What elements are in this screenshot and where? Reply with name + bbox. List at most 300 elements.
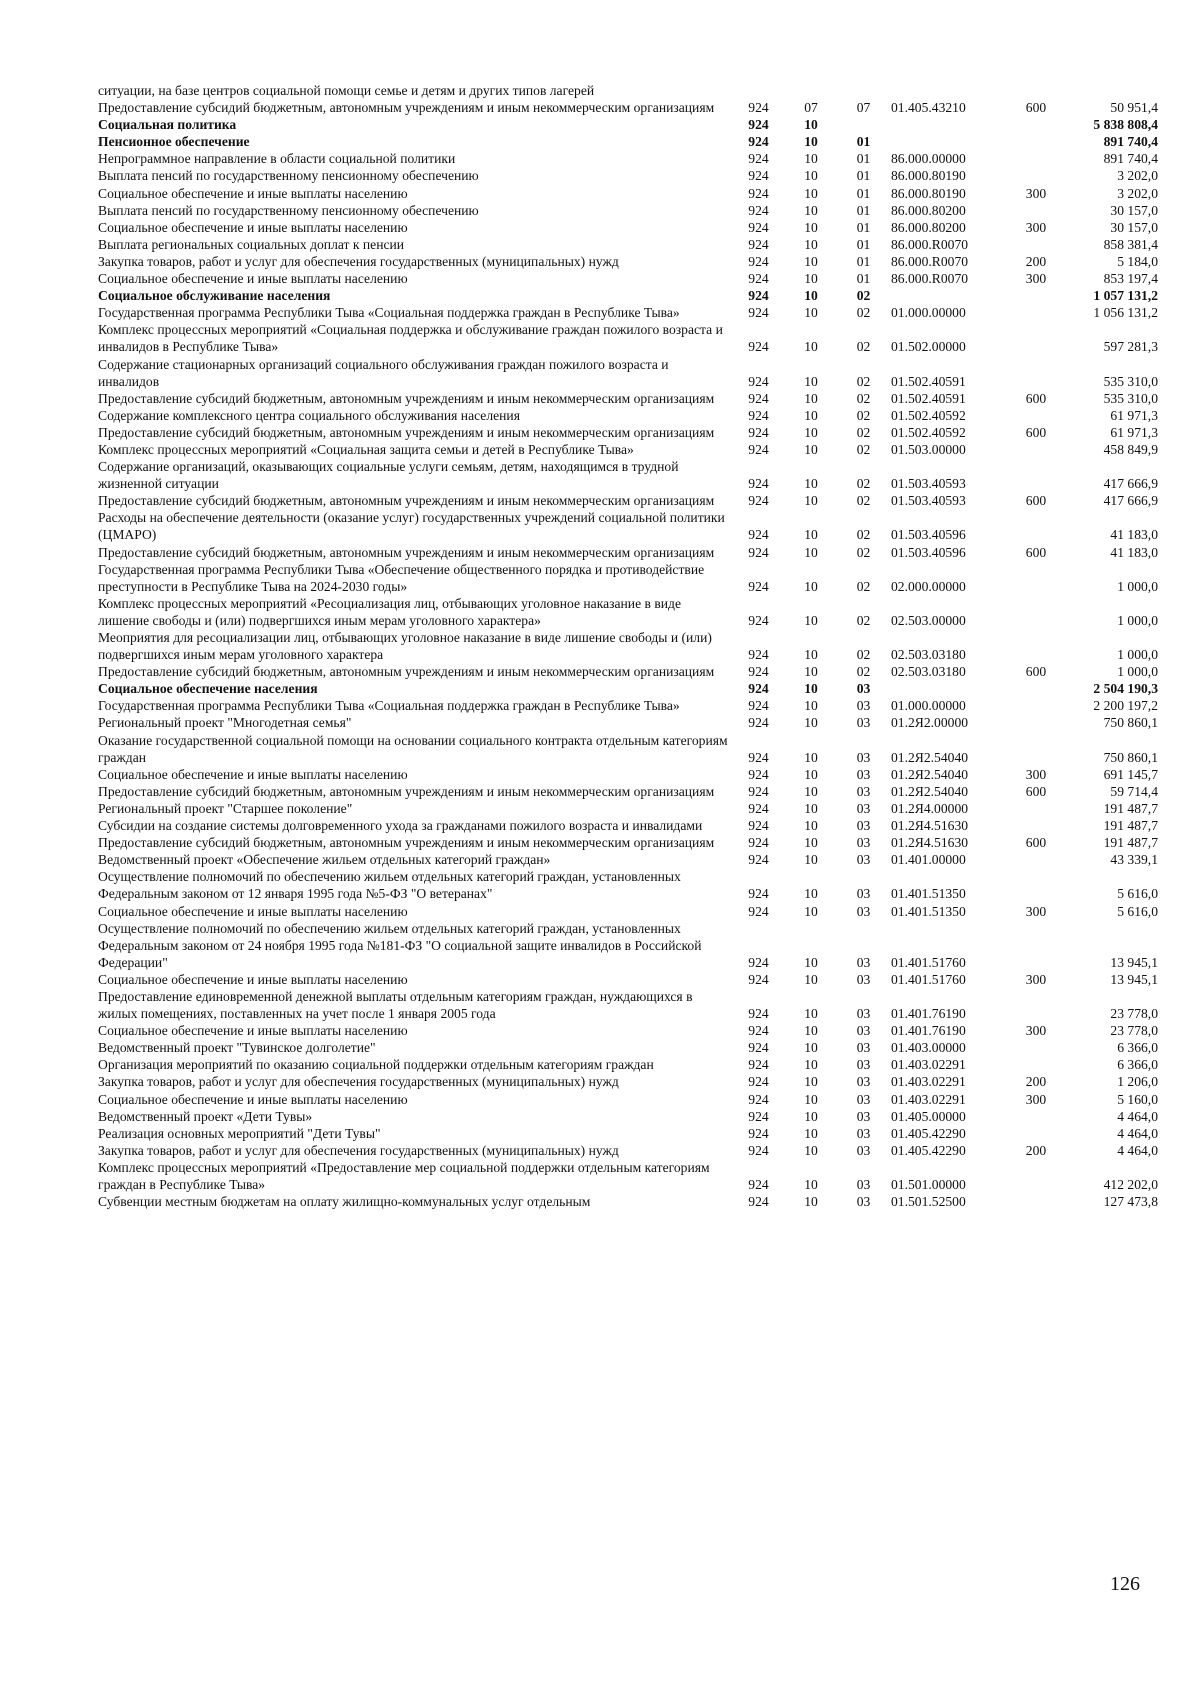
row-target-article: 01.403.02291: [891, 1074, 966, 1090]
row-amount: 750 860,1: [1103, 715, 1158, 731]
table-row: [98, 971, 1158, 988]
row-name: Социальное обеспечение населения: [98, 681, 318, 697]
table-section-row: [98, 133, 1158, 150]
row-subsection-code: 03: [856, 954, 871, 970]
row-subsection-code: 01: [856, 134, 871, 150]
row-glava-code: 924: [748, 1040, 769, 1056]
row-subsection-code: 03: [856, 852, 871, 868]
row-amount: 6 366,0: [1117, 1040, 1158, 1056]
row-subsection-code: 03: [856, 1177, 871, 1192]
row-expense-type: [1016, 133, 1056, 150]
row-name: Предоставление единовременной денежной выплаты отдельным категориям граждан, нуждающихся в жилых помещениях, поставленных на учет после 1 января 2005 года: [98, 988, 693, 1022]
row-target-article: 01.401.76190: [891, 1023, 966, 1039]
row-target-article: 01.2Я4.51630: [891, 818, 969, 834]
row-glava-code: 924: [748, 305, 769, 321]
row-name: Социальное обеспечение и иные выплаты населению: [98, 1091, 408, 1107]
row-glava-code: 924: [748, 818, 769, 834]
row-amount: 43 339,1: [1110, 852, 1158, 868]
row-amount: 412 202,0: [1103, 1177, 1158, 1192]
row-section-code: 10: [804, 407, 818, 423]
row-subsection-code: 01: [856, 219, 871, 235]
row-expense-type: 200: [1025, 1074, 1047, 1090]
row-amount: 4 464,0: [1117, 1142, 1158, 1158]
row-section-code: 10: [804, 236, 818, 252]
row-name: Содержание комплексного центра социального обслуживания населения: [98, 407, 520, 423]
row-section-code: 10: [804, 766, 818, 782]
row-subsection-code: 03: [856, 749, 871, 765]
row-amount: 13 945,1: [1110, 954, 1158, 970]
row-glava-code: 924: [748, 1091, 769, 1107]
row-expense-type: [1016, 287, 1056, 304]
row-amount: 2 200 197,2: [1093, 698, 1158, 714]
row-amount: 23 778,0: [1110, 1023, 1158, 1039]
row-subsection-code: 01: [856, 202, 871, 218]
row-section-code: 10: [804, 783, 818, 799]
row-glava-code: 924: [748, 852, 769, 868]
row-target-article: 86.000.80200: [891, 219, 966, 235]
row-name: Ведомственный проект "Тувинское долголетие": [98, 1040, 376, 1056]
row-amount: 61 971,3: [1110, 407, 1158, 423]
row-section-code: 10: [804, 1177, 818, 1192]
row-glava-code: 924: [748, 151, 769, 167]
row-target-article: 01.405.00000: [891, 1108, 966, 1124]
row-subsection-code: 01: [856, 151, 871, 167]
row-section-code: 10: [804, 578, 818, 594]
row-subsection-code: 03: [856, 1023, 871, 1039]
row-expense-type: 300: [1025, 766, 1047, 782]
row-target-article: 01.503.40596: [891, 527, 966, 543]
row-name: Содержание организаций, оказывающих социальные услуги семьям, детям, находящимся в трудной жизненной ситуации: [98, 459, 679, 492]
row-target-article: 01.503.00000: [891, 441, 966, 457]
row-name: Закупка товаров, работ и услуг для обеспечения государственных (муниципальных) нужд: [98, 253, 619, 269]
row-name: Социальное обеспечение и иные выплаты населению: [98, 1023, 408, 1039]
row-amount: 30 157,0: [1110, 219, 1158, 235]
row-amount: 5 184,0: [1117, 253, 1158, 269]
row-glava-code: 924: [748, 1057, 769, 1073]
row-expense-type: [1016, 202, 1056, 219]
row-glava-code: 924: [748, 134, 769, 150]
table-row: [98, 1039, 1158, 1056]
table-row: [98, 903, 1158, 920]
row-name: Оказание государственной социальной помощи на основании социального контракта отдельным категориям граждан: [98, 732, 728, 765]
row-target-article: 86.000.00000: [891, 151, 966, 167]
row-expense-type: 600: [1025, 100, 1047, 116]
row-glava-code: 924: [748, 527, 769, 543]
row-name: Ведомственный проект «Дети Тувы»: [98, 1108, 313, 1124]
table-section-row: [98, 680, 1158, 697]
table-row: [98, 766, 1158, 783]
row-amount: 4 464,0: [1117, 1125, 1158, 1141]
row-expense-type: [1016, 988, 1056, 1022]
row-subsection-code: 01: [856, 185, 871, 201]
row-expense-type: 600: [1025, 544, 1047, 560]
row-name: Комплекс процессных мероприятий «Социальная защита семьи и детей в Республике Тыва»: [98, 441, 634, 457]
row-section-code: 10: [804, 219, 818, 235]
row-target-article: 01.2Я2.54040: [891, 749, 969, 765]
row-section-code: 10: [804, 1108, 818, 1124]
row-section-code: 10: [804, 527, 818, 543]
row-amount: 1 000,0: [1117, 612, 1158, 628]
row-target-article: 01.405.42290: [891, 1125, 966, 1141]
table-row: [98, 1056, 1158, 1073]
row-amount: 1 000,0: [1117, 647, 1158, 663]
row-section-code: 10: [804, 441, 818, 457]
row-target-article: 01.502.40592: [891, 424, 966, 440]
row-glava-code: 924: [748, 476, 769, 492]
row-glava-code: 924: [748, 681, 769, 697]
row-expense-type: 300: [1025, 903, 1047, 919]
table-section-row: [98, 287, 1158, 304]
table-row: [98, 1073, 1158, 1090]
row-expense-type: [1016, 1125, 1056, 1142]
row-target-article: 01.2Я4.51630: [891, 835, 969, 851]
row-subsection-code: 03: [856, 1057, 871, 1073]
row-target-article: 01.000.00000: [891, 305, 966, 321]
row-glava-code: 924: [748, 424, 769, 440]
row-target-article: 01.2Я4.00000: [891, 800, 969, 816]
row-glava-code: 924: [748, 1074, 769, 1090]
row-target-article: 02.503.00000: [891, 612, 966, 628]
row-subsection-code: 02: [856, 527, 871, 543]
table-row: [98, 988, 1158, 1022]
row-glava-code: 924: [748, 886, 769, 902]
row-section-code: 10: [804, 1006, 818, 1022]
row-target-article: 02.000.00000: [891, 578, 966, 594]
row-amount: 535 310,0: [1103, 390, 1158, 406]
row-expense-type: [1016, 561, 1056, 595]
row-glava-code: 924: [748, 903, 769, 919]
row-name: Расходы на обеспечение деятельности (оказание услуг) государственных учреждений социальной политики (ЦМАРО): [98, 510, 725, 543]
row-glava-code: 924: [748, 288, 769, 304]
row-amount: 127 473,8: [1103, 1194, 1158, 1210]
row-expense-type: 300: [1025, 185, 1047, 201]
row-subsection-code: 03: [856, 1040, 871, 1056]
row-expense-type: [1016, 116, 1056, 133]
row-amount: 23 778,0: [1110, 1006, 1158, 1022]
row-section-code: 07: [804, 100, 818, 116]
row-name: Ведомственный проект «Обеспечение жильем отдельных категорий граждан»: [98, 852, 551, 868]
row-glava-code: 924: [748, 578, 769, 594]
row-expense-type: [1016, 441, 1056, 458]
row-glava-code: 924: [748, 664, 769, 680]
row-section-code: 10: [804, 1091, 818, 1107]
row-expense-type: 600: [1025, 424, 1047, 440]
table-row: [98, 407, 1158, 424]
row-expense-type: [1016, 817, 1056, 834]
row-glava-code: 924: [748, 1142, 769, 1158]
row-amount: 1 056 131,2: [1093, 305, 1158, 321]
row-subsection-code: 02: [856, 441, 871, 457]
row-glava-code: 924: [748, 441, 769, 457]
row-target-article: 86.000.R0070: [891, 236, 969, 252]
row-expense-type: 300: [1025, 1023, 1047, 1039]
row-section-code: 10: [804, 1057, 818, 1073]
row-name: Социальное обеспечение и иные выплаты населению: [98, 903, 408, 919]
row-target-article: 01.503.40593: [891, 476, 966, 492]
row-name: Предоставление субсидий бюджетным, автономным учреждениям и иным некоммерческим организациям: [98, 835, 715, 851]
row-amount: 417 666,9: [1103, 493, 1158, 509]
row-expense-type: [1016, 680, 1056, 697]
row-target-article: [891, 680, 1016, 697]
row-expense-type: 300: [1025, 971, 1047, 987]
table-row: [98, 800, 1158, 817]
row-name: Предоставление субсидий бюджетным, автономным учреждениям и иным некоммерческим организациям: [98, 100, 715, 116]
table-row: [98, 390, 1158, 407]
row-target-article: 01.502.00000: [891, 339, 966, 355]
row-expense-type: [1016, 629, 1056, 663]
row-subsection-code: 01: [856, 236, 871, 252]
table-row: [98, 150, 1158, 167]
row-glava-code: 924: [748, 185, 769, 201]
row-subsection-code: 03: [856, 1108, 871, 1124]
row-target-article: 86.000.R0070: [891, 253, 969, 269]
row-glava-code: 924: [748, 749, 769, 765]
row-target-article: [891, 287, 1016, 304]
row-expense-type: 600: [1025, 664, 1047, 680]
budget-table: [98, 82, 1158, 1210]
row-expense-type: [1016, 920, 1056, 971]
row-glava-code: 924: [748, 1194, 769, 1210]
row-subsection-code: [836, 116, 891, 133]
table-row: [98, 732, 1158, 766]
table-row: [98, 321, 1158, 355]
row-name: Социальное обеспечение и иные выплаты населению: [98, 219, 408, 235]
row-glava-code: 924: [748, 1108, 769, 1124]
row-amount: 750 860,1: [1103, 749, 1158, 765]
row-subsection-code: 03: [856, 903, 871, 919]
row-name: Предоставление субсидий бюджетным, автономным учреждениям и иным некоммерческим организациям: [98, 424, 715, 440]
table-row: [98, 441, 1158, 458]
row-name: Выплата пенсий по государственному пенсионному обеспечению: [98, 168, 479, 184]
row-expense-type: [1016, 697, 1056, 714]
row-amount: 5 160,0: [1117, 1091, 1158, 1107]
row-name: Предоставление субсидий бюджетным, автономным учреждениям и иным некоммерческим организациям: [98, 783, 715, 799]
row-glava-code: 924: [748, 1125, 769, 1141]
row-amount: 535 310,0: [1103, 373, 1158, 389]
row-amount: 417 666,9: [1103, 476, 1158, 492]
row-section-code: 10: [804, 835, 818, 851]
row-target-article: [891, 133, 1016, 150]
row-target-article: 01.000.00000: [891, 698, 966, 714]
row-subsection-code: 03: [856, 1091, 871, 1107]
row-amount: 191 487,7: [1103, 818, 1158, 834]
row-subsection-code: 03: [856, 1194, 871, 1210]
row-expense-type: [1016, 1108, 1056, 1125]
row-section-code: 10: [804, 151, 818, 167]
row-amount: 1 000,0: [1117, 578, 1158, 594]
table-row: [98, 851, 1158, 868]
row-glava-code: 924: [748, 407, 769, 423]
row-target-article: 01.403.00000: [891, 1040, 966, 1056]
row-name: Субсидии на создание системы долговременного ухода за гражданами пожилого возраста и инвалидами: [98, 818, 703, 834]
row-glava-code: 924: [748, 783, 769, 799]
row-glava-code: 924: [748, 202, 769, 218]
row-amount: 858 381,4: [1103, 236, 1158, 252]
row-glava-code: 924: [748, 100, 769, 116]
row-expense-type: [1016, 1056, 1056, 1073]
row-glava-code: 924: [748, 971, 769, 987]
row-name: Содержание стационарных организаций социального обслуживания граждан пожилого возраста и инвалидов: [98, 356, 669, 389]
row-amount: 3 202,0: [1117, 185, 1158, 201]
row-name: Социальное обеспечение и иные выплаты населению: [98, 185, 408, 201]
row-section-code: 10: [804, 1074, 818, 1090]
page-number: 126: [1110, 1573, 1140, 1595]
row-section-code: [786, 82, 836, 99]
row-expense-type: [1016, 304, 1056, 321]
row-expense-type: [1016, 321, 1056, 355]
row-expense-type: 600: [1025, 390, 1047, 406]
row-target-article: 01.2Я2.00000: [891, 715, 969, 731]
row-target-article: 01.502.40591: [891, 373, 966, 389]
row-target-article: 01.401.51760: [891, 954, 966, 970]
row-target-article: 86.000.80200: [891, 202, 966, 218]
row-subsection-code: 02: [856, 493, 871, 509]
row-amount: 5 838 808,4: [1093, 117, 1158, 133]
table-row: [98, 202, 1158, 219]
row-section-code: 10: [804, 852, 818, 868]
row-name: Региональный проект "Старшее поколение": [98, 800, 353, 816]
table-row: [98, 629, 1158, 663]
row-name: Государственная программа Республики Тыва «Социальная поддержка граждан в Республике Тыва»: [98, 305, 680, 321]
row-amount: 853 197,4: [1103, 271, 1158, 287]
row-expense-type: 600: [1025, 783, 1047, 799]
row-glava-code: 924: [748, 1177, 769, 1192]
row-name: Осуществление полномочий по обеспечению жильем отдельных категорий граждан, установленных Федеральным законом от 24 ноября 1995 года №181-ФЗ "О социальной защите инвалидов в Российской Федерации": [98, 920, 702, 970]
row-amount: [1056, 82, 1158, 99]
row-subsection-code: 02: [856, 339, 871, 355]
row-amount: 59 714,4: [1110, 783, 1158, 799]
row-subsection-code: 03: [856, 818, 871, 834]
row-name: Предоставление субсидий бюджетным, автономным учреждениям и иным некоммерческим организациям: [98, 664, 715, 680]
row-name: Меоприятия для ресоциализации лиц, отбывающих уголовное наказание в виде лишение свободы и (или) подвергшихся иным мерам уголовного характера: [98, 630, 712, 663]
row-expense-type: [1016, 150, 1056, 167]
row-name: Комплекс процессных мероприятий «Предоставление мер социальной поддержки отдельным категориям граждан в Республике Тыва»: [98, 1159, 710, 1192]
row-expense-type: 300: [1025, 1091, 1047, 1107]
row-section-code: 10: [804, 612, 818, 628]
row-name: Пенсионное обеспечение: [98, 134, 250, 150]
row-name: Комплекс процессных мероприятий «Социальная поддержка и обслуживание граждан пожилого возраста и инвалидов в Республике Тыва»: [98, 322, 723, 355]
table-row: [98, 82, 1158, 99]
row-target-article: 01.2Я2.54040: [891, 783, 969, 799]
row-amount: 30 157,0: [1110, 202, 1158, 218]
row-subsection-code: 03: [856, 681, 871, 697]
row-name: Непрограммное направление в области социальной политики: [98, 151, 456, 167]
row-expense-type: [1016, 458, 1056, 492]
row-section-code: 10: [804, 544, 818, 560]
row-name: Социальное обеспечение и иные выплаты населению: [98, 766, 408, 782]
row-expense-type: [1016, 800, 1056, 817]
row-name: Закупка товаров, работ и услуг для обеспечения государственных (муниципальных) нужд: [98, 1074, 619, 1090]
table-row: [98, 1159, 1158, 1193]
row-glava-code: 924: [748, 800, 769, 816]
row-section-code: 10: [804, 698, 818, 714]
row-subsection-code: 02: [856, 424, 871, 440]
row-target-article: 01.401.51350: [891, 886, 966, 902]
row-target-article: 01.405.42290: [891, 1142, 966, 1158]
row-amount: 6 366,0: [1117, 1057, 1158, 1073]
row-name: Предоставление субсидий бюджетным, автономным учреждениям и иным некоммерческим организациям: [98, 493, 715, 509]
row-section-code: 10: [804, 493, 818, 509]
row-glava-code: 924: [748, 168, 769, 184]
row-subsection-code: 02: [856, 578, 871, 594]
row-expense-type: [1016, 407, 1056, 424]
row-amount: 191 487,7: [1103, 835, 1158, 851]
row-amount: 5 616,0: [1117, 886, 1158, 902]
row-glava-code: 924: [748, 373, 769, 389]
row-target-article: 01.401.51760: [891, 971, 966, 987]
row-section-code: 10: [804, 1040, 818, 1056]
row-target-article: 01.401.51350: [891, 903, 966, 919]
row-section-code: 10: [804, 253, 818, 269]
table-row: [98, 356, 1158, 390]
row-expense-type: 600: [1025, 493, 1047, 509]
row-section-code: 10: [804, 305, 818, 321]
row-expense-type: [1016, 595, 1056, 629]
row-target-article: 01.503.40596: [891, 544, 966, 560]
row-amount: 2 504 190,3: [1093, 681, 1158, 697]
row-subsection-code: 03: [856, 835, 871, 851]
budget-table-body: [98, 82, 1158, 1210]
row-glava-code: 924: [748, 219, 769, 235]
row-glava-code: 924: [748, 766, 769, 782]
row-subsection-code: 02: [856, 305, 871, 321]
row-glava-code: 924: [748, 954, 769, 970]
row-glava-code: 924: [748, 493, 769, 509]
table-row: [98, 236, 1158, 253]
table-section-row: [98, 116, 1158, 133]
row-subsection-code: 01: [856, 271, 871, 287]
table-row: [98, 270, 1158, 287]
table-row: [98, 1142, 1158, 1159]
row-name: Государственная программа Республики Тыва «Социальная поддержка граждан в Республике Тыва»: [98, 698, 680, 714]
row-section-code: 10: [804, 168, 818, 184]
row-section-code: 10: [804, 715, 818, 731]
row-name: Предоставление субсидий бюджетным, автономным учреждениям и иным некоммерческим организациям: [98, 390, 715, 406]
row-section-code: 10: [804, 903, 818, 919]
row-glava-code: 924: [748, 1006, 769, 1022]
row-amount: 41 183,0: [1110, 544, 1158, 560]
table-row: [98, 167, 1158, 184]
row-target-article: 01.502.40591: [891, 390, 966, 406]
table-row: [98, 834, 1158, 851]
row-name: Комплекс процессных мероприятий «Ресоциализация лиц, отбывающих уголовное наказание в виде лишение свободы и (или) подвергшихся иным мерам уголовного характера»: [98, 595, 681, 628]
table-row: [98, 663, 1158, 680]
table-row: [98, 595, 1158, 629]
row-amount: 41 183,0: [1110, 527, 1158, 543]
row-name: Выплата пенсий по государственному пенсионному обеспечению: [98, 202, 479, 218]
row-name: Субвенции местным бюджетам на оплату жилищно-коммунальных услуг отдельным: [98, 1194, 591, 1210]
row-subsection-code: 02: [856, 476, 871, 492]
row-target-article: 86.000.R0070: [891, 271, 969, 287]
row-section-code: 10: [804, 681, 818, 697]
table-row: [98, 1193, 1158, 1210]
row-glava-code: 924: [748, 390, 769, 406]
row-expense-type: [1016, 714, 1056, 731]
row-name: Государственная программа Республики Тыва «Обеспечение общественного порядка и противодействие преступности в Республике Тыва на 2024-2030 годы»: [98, 561, 705, 594]
row-amount: 13 945,1: [1110, 971, 1158, 987]
table-row: [98, 1125, 1158, 1142]
row-section-code: 10: [804, 288, 818, 304]
row-expense-type: [1016, 1159, 1056, 1193]
row-name: Организация мероприятий по оказанию социальной поддержки отдельным категориям граждан: [98, 1057, 654, 1073]
row-name: Предоставление субсидий бюджетным, автономным учреждениям и иным некоммерческим организациям: [98, 544, 715, 560]
table-row: [98, 458, 1158, 492]
row-glava-code: 924: [748, 698, 769, 714]
row-expense-type: [1016, 356, 1056, 390]
row-section-code: 10: [804, 271, 818, 287]
row-section-code: 10: [804, 134, 818, 150]
row-subsection-code: 03: [856, 766, 871, 782]
